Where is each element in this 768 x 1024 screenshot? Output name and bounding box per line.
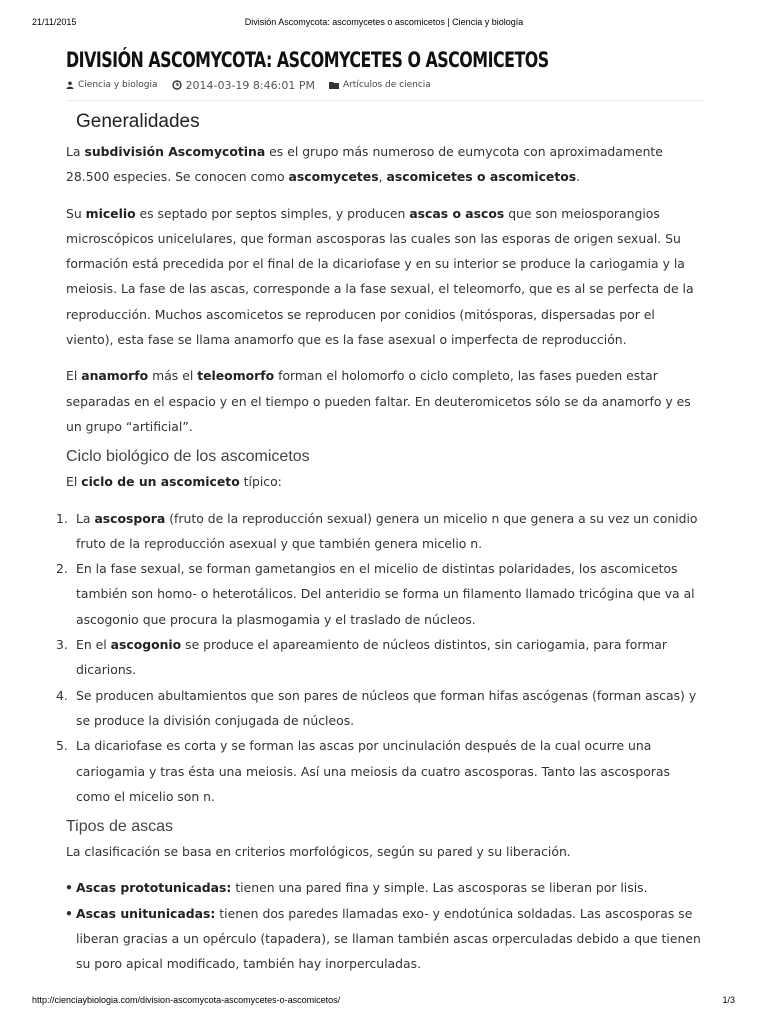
text: tienen una pared fina y simple. Las ascosporas se liberan por lisis. [231,880,648,896]
tipos-intro: La clasificación se basa en criterios morfológicos, según su pared y su liberación. [66,844,571,860]
text: más el [148,368,198,384]
list-item [66,506,704,557]
post-title: DIVISIÓN ASCOMYCOTA: ASCOMYCETES O ASCOMICETOS [66,48,549,72]
text: . [576,169,581,185]
paragraph-3 [66,363,704,439]
bold-term: ascomycetes [288,169,379,185]
text: típico: [239,474,282,490]
ciclo-list [66,506,704,810]
user-icon [66,81,74,89]
bold-term: ascas o ascos [409,205,505,221]
bold-term: subdivisión Ascomycotina [84,144,266,159]
text: es el grupo más numeroso de eumycota con aproximadamente 28.500 especies. Se conocen como [66,144,663,185]
print-url[interactable]: http://cienciaybiologia.com/division-ascomycota-ascomycetes-o-ascomicetos/ [32,995,341,1005]
bold-term: ascospora [94,510,166,526]
meta-date [172,79,315,92]
bold-term: anamorfo [81,368,149,384]
bold-term: ascomicetes o ascomicetos [386,169,577,185]
print-page-title: División Ascomycota: ascomycetes o ascomicetos | Ciencia y biología [244,17,524,27]
list-item [66,733,704,809]
bold-term: micelio [85,205,136,221]
text: que son meiosporangios microscópicos unicelulares, que forman ascosporas las cuales son las esporas de origen sexual. Su formación está precedida por el final de la dicariofase y en su interior se produce la cariogamia y la meiosis. La fase de las ascas, corresponde a la fase sexual, el teleomorfo, que es al se perfecta de la reproducción. Muchos ascomicetos se reproducen por conidios (mitósporas, dispersadas por el viento), esta fase se llama anamorfo que es la fase asexual o imperfecta de reproducción. [66,205,694,348]
meta-category[interactable] [329,80,431,90]
text: En la fase sexual, se forman gametangios en el micelio de distintas polaridades, los ascomicetos también son homo- o heterotálicos. Del anteridio se forma un filamento llamado tricógina que va al ascogonio que procura la plasmogamia y el traslado de núcleos. [76,561,695,627]
text: El [66,368,82,384]
meta-author-label: Ciencia y biologia [78,80,158,90]
folder-icon [329,81,339,89]
print-footer [0,995,768,1009]
bold-term: Ascas unitunicadas: [76,905,216,921]
text: En el [76,637,111,653]
list-item [66,632,704,683]
text: Se producen abultamientos que son pares de núcleos que forman hifas ascógenas (forman ascas) y se produce la división conjugada de núcleos. [76,687,697,728]
list-item [66,901,704,977]
list-item [66,683,704,734]
print-header [0,17,768,31]
text: , [378,169,387,185]
list-item [66,556,704,632]
post-meta [66,76,704,101]
meta-category-label: Artículos de ciencia [342,80,431,90]
meta-author[interactable] [66,80,158,90]
text: El [66,474,82,490]
paragraph-2 [66,201,704,353]
text: (fruto de la reproducción sexual) genera un micelio n que genera a su vez un conidio fruto de la reproducción asexual y que también genera micelio n. [76,510,698,551]
text: La [76,510,95,526]
ciclo-intro [66,469,704,494]
text: es septado por septos simples, y producen [135,205,410,221]
bold-term: Ascas prototunicadas: [76,880,232,896]
section-heading-generalidades: Generalidades [76,111,200,132]
print-date: 21/11/2015 [32,17,77,27]
tipos-list [66,875,704,976]
list-item [66,875,704,900]
clock-icon [172,80,182,90]
bold-term: ascogonio [110,637,182,653]
meta-date-label: 2014-03-19 8:46:01 PM [185,78,315,92]
text: La [66,144,85,159]
print-page-number: 1/3 [722,995,735,1005]
text: Su [66,205,86,221]
text: tienen dos paredes llamadas exo- y endotúnica soldadas. Las ascosporas se liberan gracias a un opérculo (tapadera), se llaman también ascas orperculadas debido a que tienen su poro apical modificado, también hay inorperculadas. [76,905,701,972]
paragraph-1 [66,139,704,190]
bold-term: ciclo de un ascomiceto [81,474,240,490]
section-heading-tipos: Tipos de ascas [66,818,174,836]
article [66,44,704,977]
text: forman el holomorfo o ciclo completo, las fases pueden estar separadas en el espacio y en el tiempo o pueden faltar. En deuteromicetos sólo se da anamorfo y es un grupo “artificial”. [66,368,691,434]
section-heading-ciclo: Ciclo biológico de los ascomicetos [66,448,310,466]
text: se produce el apareamiento de núcleos distintos, sin cariogamia, para formar dicarions. [76,637,667,678]
text: La dicariofase es corta y se forman las ascas por uncinulación después de la cual ocurre una cariogamia y tras ésta una meiosis. Así una meiosis da cuatro ascosporas. Tanto las ascosporas como el micelio son n. [76,738,670,804]
bold-term: teleomorfo [197,368,275,384]
